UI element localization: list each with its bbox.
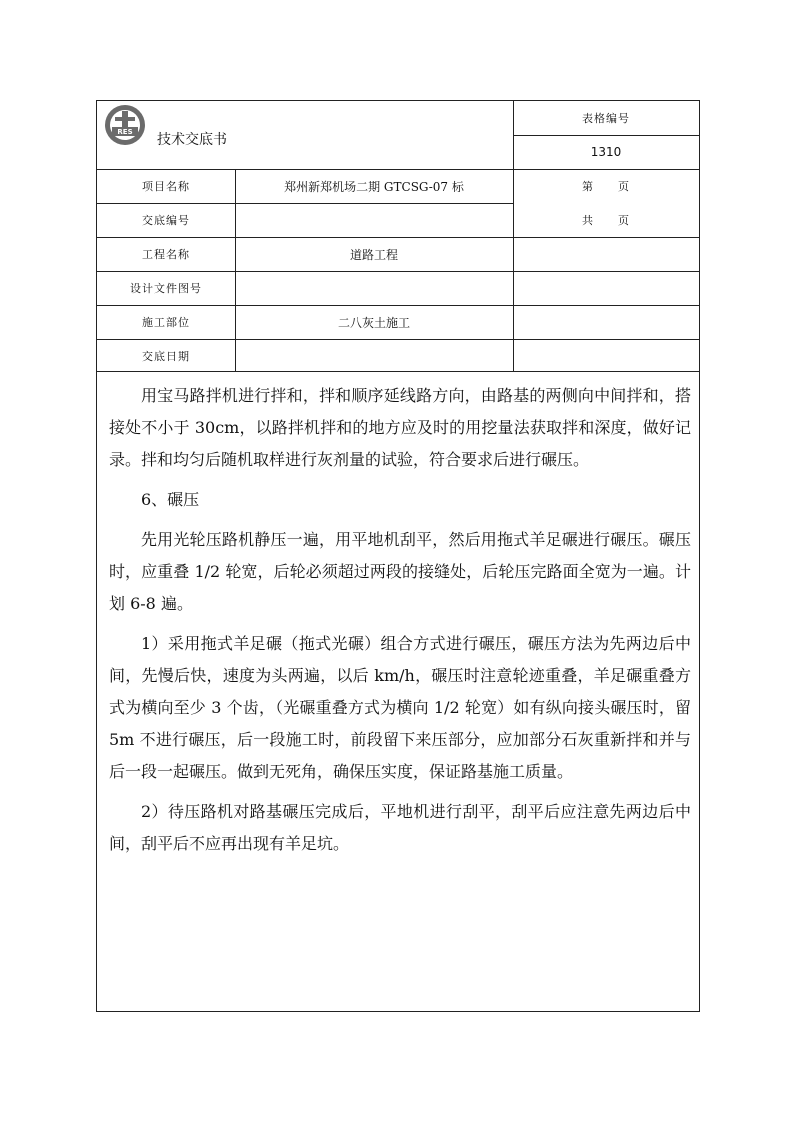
grid-line [97, 271, 699, 272]
document-sheet [96, 100, 700, 1012]
row-label: 交底日期 [142, 349, 190, 363]
header-table [97, 101, 699, 371]
section-heading: 6、碾压 [141, 490, 200, 509]
grid-line [513, 135, 699, 136]
row-value [235, 271, 513, 305]
company-logo-icon [103, 103, 147, 147]
row-right [513, 305, 699, 339]
form-number-value: 1310 [590, 145, 622, 159]
total-pages-label: 共 页 [582, 214, 630, 227]
row-value: 二八灰土施工 [337, 315, 410, 330]
row-right [513, 339, 699, 372]
row-value: 郑州新郑机场二期 GTCSG-07 标 [284, 179, 464, 194]
body-paragraph: 2）待压路机对路基碾压完成后，平地机进行刮平，刮平后应注意先两边后中间，刮平后不应再出现有羊足坑。 [109, 802, 691, 853]
body-paragraph: 先用光轮压路机静压一遍，用平地机刮平，然后用拖式羊足碾进行碾压。碾压时，应重叠 1/2 轮宽，后轮必须超过两段的接缝处，后轮压完路面全宽为一遍。计划 6-8 遍。 [109, 530, 691, 613]
grid-line [235, 169, 236, 372]
row-label: 设计文件图号 [130, 282, 202, 295]
grid-line [97, 169, 699, 170]
body-paragraph: 用宝马路拌机进行拌和，拌和顺序延线路方向，由路基的两侧向中间拌和，搭接处不小于 30cm，以路拌机拌和的地方应及时的用挖量法获取拌和深度，做好记录。拌和均匀后随机取样进行灰剂量的试验，符合要求后进行碾压。 [109, 386, 691, 469]
row-value: 道路工程 [349, 247, 398, 262]
document-title: 技术交底书 [157, 132, 227, 148]
form-number-label: 表格编号 [582, 112, 630, 125]
row-value [235, 203, 513, 237]
row-value [235, 339, 513, 372]
grid-line [97, 237, 699, 238]
row-label: 交底编号 [142, 214, 190, 227]
row-label: 项目名称 [142, 180, 190, 193]
grid-line [513, 101, 514, 372]
row-right [513, 271, 699, 305]
document-body [97, 372, 699, 860]
row-label: 施工部位 [142, 316, 190, 329]
grid-line [97, 305, 699, 306]
row-right [513, 237, 699, 271]
body-paragraph: 1）采用拖式羊足碾（拖式光碾）组合方式进行碾压，碾压方法为先两边后中间，先慢后快，速度为头两遍，以后 km/h，碾压时注意轮迹重叠，羊足碾重叠方式为横向至少 3 个齿，（光碾重叠方式为横向 1/2 轮宽）如有纵向接头碾压时，留 5m 不进行碾压，后一段施工时，前段留下来压部分，应加部分石灰重新拌和并与后一段一起碾压。做到无死角，确保压实度，保证路基施工质量。 [109, 634, 691, 781]
page-number-label: 第 页 [582, 180, 630, 193]
logo-text: RES [117, 128, 133, 136]
grid-line [97, 339, 699, 340]
row-label: 工程名称 [142, 248, 190, 261]
grid-line [97, 203, 513, 204]
